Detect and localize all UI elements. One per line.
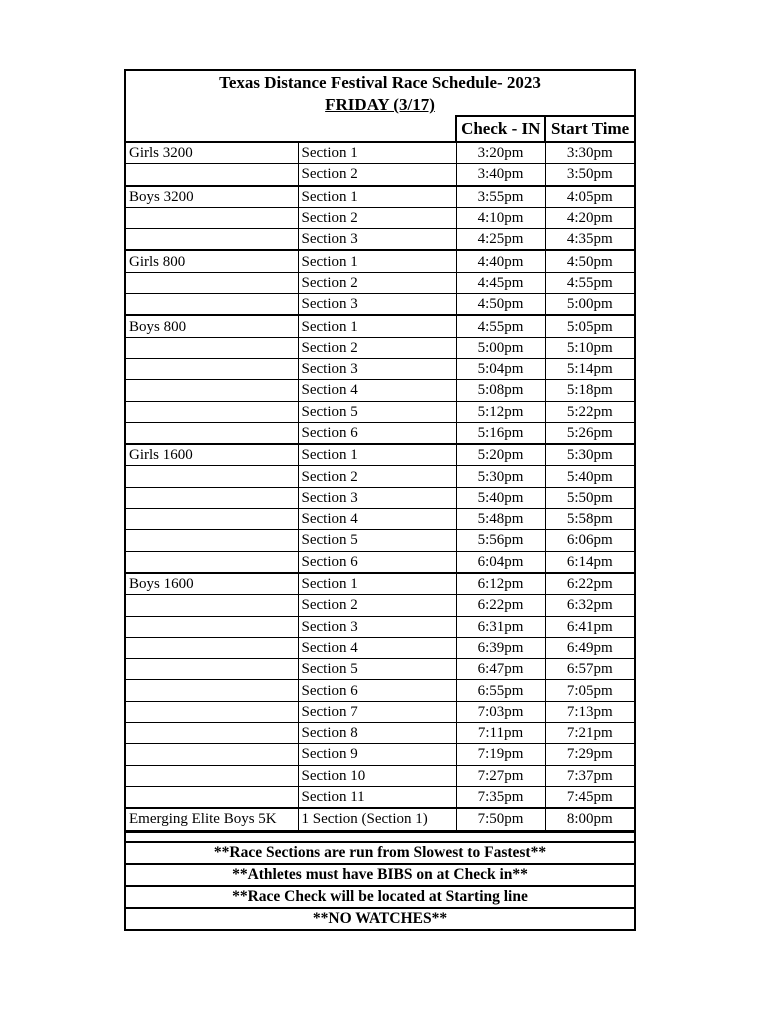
- check-in-cell: 4:55pm: [456, 315, 545, 337]
- check-in-cell: 3:40pm: [456, 164, 545, 186]
- check-in-cell: 5:56pm: [456, 530, 545, 551]
- start-time-cell: 5:50pm: [545, 487, 634, 508]
- check-in-cell: 3:55pm: [456, 186, 545, 208]
- event-name-cell: [126, 272, 298, 293]
- start-time-cell: 7:37pm: [545, 765, 634, 786]
- check-in-cell: 6:22pm: [456, 595, 545, 616]
- table-row: [126, 487, 634, 508]
- table-spacer: [126, 831, 634, 843]
- schedule-day: FRIDAY (3/17): [325, 95, 435, 114]
- check-in-cell: 5:00pm: [456, 337, 545, 358]
- start-time-cell: 7:13pm: [545, 701, 634, 722]
- start-time-cell: 5:10pm: [545, 337, 634, 358]
- section-cell: Section 4: [298, 637, 456, 658]
- event-name-cell: [126, 207, 298, 228]
- check-in-cell: 3:20pm: [456, 143, 545, 164]
- check-in-cell: 5:48pm: [456, 509, 545, 530]
- section-cell: Section 6: [298, 680, 456, 701]
- section-cell: Section 2: [298, 466, 456, 487]
- event-name-cell: [126, 701, 298, 722]
- start-time-cell: 7:05pm: [545, 680, 634, 701]
- section-cell: Section 3: [298, 229, 456, 251]
- check-in-cell: 6:04pm: [456, 551, 545, 573]
- event-name-cell: [126, 487, 298, 508]
- start-time-cell: 3:50pm: [545, 164, 634, 186]
- section-cell: Section 7: [298, 701, 456, 722]
- section-cell: 1 Section (Section 1): [298, 808, 456, 830]
- table-row: [126, 143, 634, 164]
- event-name-cell: [126, 530, 298, 551]
- check-in-cell: 5:16pm: [456, 422, 545, 444]
- event-name-cell: [126, 380, 298, 401]
- table-row: [126, 401, 634, 422]
- start-time-cell: 6:49pm: [545, 637, 634, 658]
- table-row: [126, 207, 634, 228]
- table-row: [126, 294, 634, 316]
- section-cell: Section 1: [298, 250, 456, 272]
- table-row: [126, 616, 634, 637]
- check-in-cell: 6:31pm: [456, 616, 545, 637]
- table-row: [126, 551, 634, 573]
- table-row: [126, 637, 634, 658]
- check-in-cell: 6:12pm: [456, 573, 545, 595]
- check-in-header: Check - IN: [455, 115, 544, 141]
- event-name-cell: Boys 1600: [126, 573, 298, 595]
- schedule-table: [126, 143, 634, 831]
- section-cell: Section 1: [298, 315, 456, 337]
- check-in-cell: 6:55pm: [456, 680, 545, 701]
- check-in-cell: 5:12pm: [456, 401, 545, 422]
- event-name-cell: [126, 164, 298, 186]
- event-name-cell: [126, 637, 298, 658]
- section-cell: Section 5: [298, 659, 456, 680]
- table-row: [126, 444, 634, 466]
- notes-block: [126, 843, 634, 929]
- event-name-cell: Boys 800: [126, 315, 298, 337]
- table-row: [126, 765, 634, 786]
- event-name-cell: Emerging Elite Boys 5K: [126, 808, 298, 830]
- check-in-cell: 4:45pm: [456, 272, 545, 293]
- section-cell: Section 1: [298, 444, 456, 466]
- note-line: **Race Check will be located at Starting line: [126, 887, 634, 909]
- section-cell: Section 2: [298, 595, 456, 616]
- start-time-cell: 5:26pm: [545, 422, 634, 444]
- table-row: [126, 358, 634, 379]
- start-time-cell: 6:32pm: [545, 595, 634, 616]
- start-time-cell: 4:55pm: [545, 272, 634, 293]
- section-cell: Section 5: [298, 530, 456, 551]
- table-row: [126, 315, 634, 337]
- table-row: [126, 164, 634, 186]
- check-in-cell: 4:10pm: [456, 207, 545, 228]
- start-time-cell: 5:58pm: [545, 509, 634, 530]
- section-cell: Section 3: [298, 487, 456, 508]
- start-time-cell: 6:57pm: [545, 659, 634, 680]
- start-time-cell: 5:40pm: [545, 466, 634, 487]
- check-in-cell: 7:27pm: [456, 765, 545, 786]
- check-in-cell: 5:30pm: [456, 466, 545, 487]
- schedule-title: Texas Distance Festival Race Schedule- 2023: [219, 73, 541, 92]
- table-row: [126, 595, 634, 616]
- start-time-cell: 5:14pm: [545, 358, 634, 379]
- table-row: [126, 701, 634, 722]
- event-name-cell: Boys 3200: [126, 186, 298, 208]
- check-in-cell: 4:40pm: [456, 250, 545, 272]
- header-blank: [126, 115, 455, 141]
- start-time-cell: 7:29pm: [545, 744, 634, 765]
- event-name-cell: [126, 744, 298, 765]
- check-in-cell: 7:35pm: [456, 786, 545, 808]
- start-time-cell: 5:00pm: [545, 294, 634, 316]
- start-time-cell: 7:45pm: [545, 786, 634, 808]
- table-row: [126, 573, 634, 595]
- event-name-cell: [126, 616, 298, 637]
- start-time-header: Start Time: [544, 115, 634, 141]
- table-row: [126, 250, 634, 272]
- start-time-cell: 5:22pm: [545, 401, 634, 422]
- table-row: [126, 229, 634, 251]
- table-row: [126, 509, 634, 530]
- check-in-cell: 7:03pm: [456, 701, 545, 722]
- check-in-cell: 6:47pm: [456, 659, 545, 680]
- section-cell: Section 1: [298, 143, 456, 164]
- check-in-cell: 4:50pm: [456, 294, 545, 316]
- race-schedule-sheet: [124, 69, 636, 931]
- event-name-cell: [126, 765, 298, 786]
- event-name-cell: [126, 680, 298, 701]
- start-time-cell: 5:05pm: [545, 315, 634, 337]
- table-row: [126, 530, 634, 551]
- table-row: [126, 744, 634, 765]
- check-in-cell: 7:50pm: [456, 808, 545, 830]
- start-time-cell: 6:14pm: [545, 551, 634, 573]
- start-time-cell: 4:50pm: [545, 250, 634, 272]
- event-name-cell: Girls 800: [126, 250, 298, 272]
- event-name-cell: [126, 337, 298, 358]
- start-time-cell: 6:22pm: [545, 573, 634, 595]
- event-name-cell: Girls 1600: [126, 444, 298, 466]
- table-row: [126, 380, 634, 401]
- check-in-cell: 5:40pm: [456, 487, 545, 508]
- start-time-cell: 4:35pm: [545, 229, 634, 251]
- check-in-cell: 7:11pm: [456, 723, 545, 744]
- table-row: [126, 337, 634, 358]
- section-cell: Section 10: [298, 765, 456, 786]
- event-name-cell: [126, 294, 298, 316]
- section-cell: Section 2: [298, 207, 456, 228]
- start-time-cell: 7:21pm: [545, 723, 634, 744]
- section-cell: Section 2: [298, 272, 456, 293]
- table-row: [126, 786, 634, 808]
- start-time-cell: 5:30pm: [545, 444, 634, 466]
- check-in-cell: 6:39pm: [456, 637, 545, 658]
- section-cell: Section 1: [298, 573, 456, 595]
- table-row: [126, 422, 634, 444]
- table-row: [126, 659, 634, 680]
- start-time-cell: 3:30pm: [545, 143, 634, 164]
- start-time-cell: 6:41pm: [545, 616, 634, 637]
- section-cell: Section 5: [298, 401, 456, 422]
- check-in-cell: 5:20pm: [456, 444, 545, 466]
- start-time-cell: 4:20pm: [545, 207, 634, 228]
- event-name-cell: [126, 509, 298, 530]
- table-row: [126, 680, 634, 701]
- note-line: **Athletes must have BIBS on at Check in**: [126, 865, 634, 887]
- section-cell: Section 2: [298, 164, 456, 186]
- section-cell: Section 3: [298, 294, 456, 316]
- schedule-body: [126, 143, 634, 830]
- table-row: [126, 808, 634, 830]
- event-name-cell: [126, 595, 298, 616]
- event-name-cell: [126, 229, 298, 251]
- event-name-cell: [126, 358, 298, 379]
- check-in-cell: 7:19pm: [456, 744, 545, 765]
- table-row: [126, 466, 634, 487]
- check-in-cell: 5:08pm: [456, 380, 545, 401]
- section-cell: Section 3: [298, 358, 456, 379]
- section-cell: Section 11: [298, 786, 456, 808]
- check-in-cell: 4:25pm: [456, 229, 545, 251]
- event-name-cell: [126, 401, 298, 422]
- table-row: [126, 723, 634, 744]
- start-time-cell: 5:18pm: [545, 380, 634, 401]
- section-cell: Section 2: [298, 337, 456, 358]
- start-time-cell: 6:06pm: [545, 530, 634, 551]
- table-row: [126, 186, 634, 208]
- section-cell: Section 6: [298, 551, 456, 573]
- note-line: **NO WATCHES**: [312, 909, 448, 927]
- event-name-cell: [126, 422, 298, 444]
- check-in-cell: 5:04pm: [456, 358, 545, 379]
- section-cell: Section 4: [298, 509, 456, 530]
- event-name-cell: [126, 786, 298, 808]
- event-name-cell: [126, 551, 298, 573]
- event-name-cell: [126, 723, 298, 744]
- event-name-cell: Girls 3200: [126, 143, 298, 164]
- start-time-cell: 8:00pm: [545, 808, 634, 830]
- section-cell: Section 8: [298, 723, 456, 744]
- section-cell: Section 9: [298, 744, 456, 765]
- section-cell: Section 1: [298, 186, 456, 208]
- start-time-cell: 4:05pm: [545, 186, 634, 208]
- event-name-cell: [126, 659, 298, 680]
- event-name-cell: [126, 466, 298, 487]
- table-row: [126, 272, 634, 293]
- section-cell: Section 3: [298, 616, 456, 637]
- note-line: **Race Sections are run from Slowest to Fastest**: [126, 843, 634, 865]
- column-header-row: [126, 115, 634, 143]
- section-cell: Section 4: [298, 380, 456, 401]
- section-cell: Section 6: [298, 422, 456, 444]
